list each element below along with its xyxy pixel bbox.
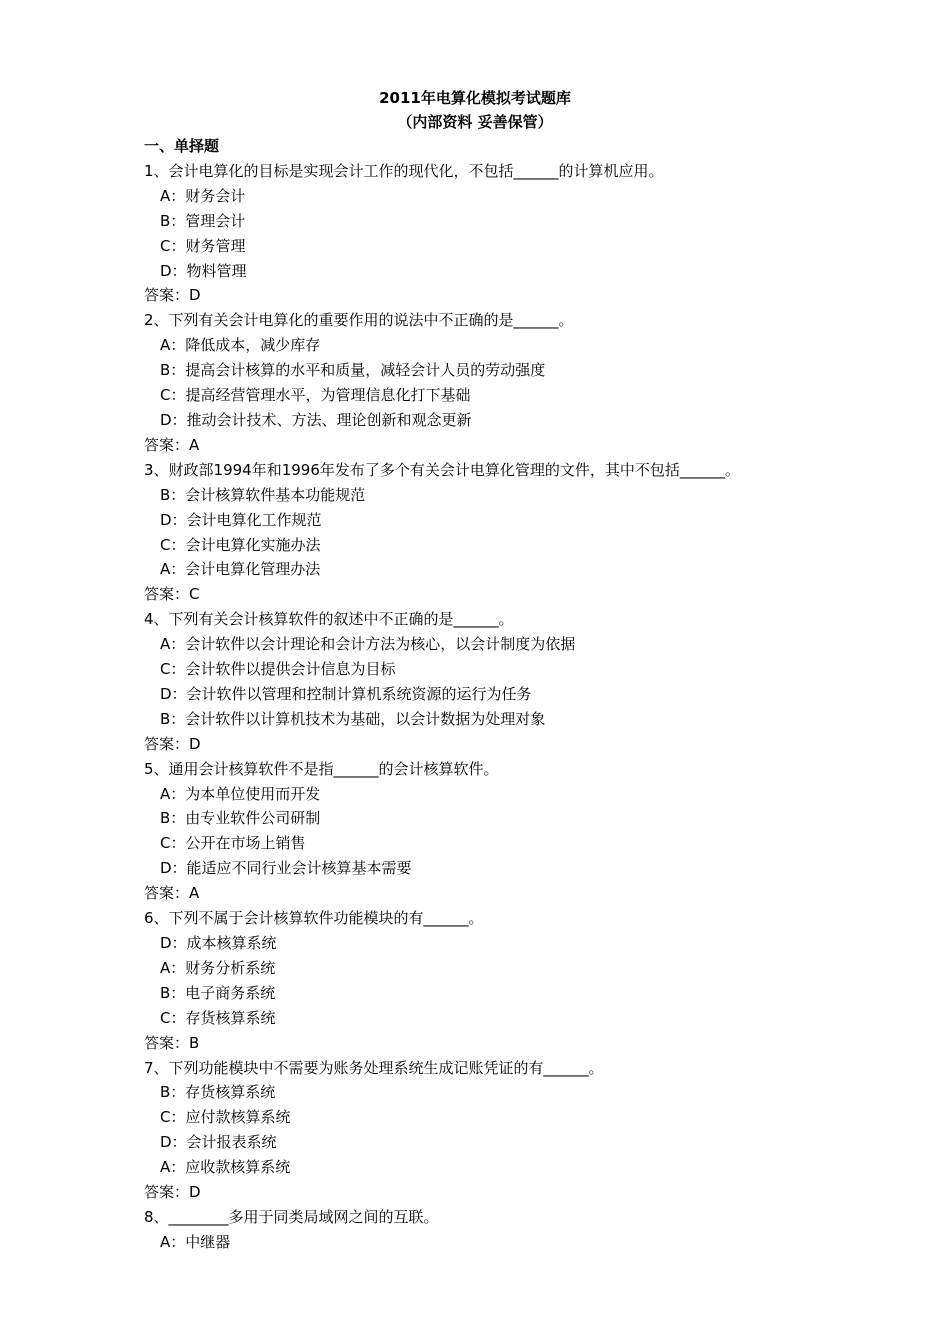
question-answer: 答案：D <box>144 734 201 753</box>
question-option: D：会计电算化工作规范 <box>160 510 322 529</box>
question-stem: 8、________多用于同类局域网之间的互联。 <box>144 1207 439 1226</box>
document-title: 2011年电算化模拟考试题库 <box>379 89 571 107</box>
question-option: C：公开在市场上销售 <box>160 834 306 853</box>
question-option: D：物料管理 <box>160 261 247 280</box>
question-option: B：管理会计 <box>160 211 246 230</box>
question-option: D：能适应不同行业会计核算基本需要 <box>160 859 412 878</box>
question-answer: 答案：B <box>144 1033 200 1052</box>
question-list <box>144 134 934 1255</box>
question-option: A：应收款核算系统 <box>160 1158 291 1177</box>
question-option: C：提高经营管理水平，为管理信息化打下基础 <box>160 386 471 405</box>
question-option: A：财务会计 <box>160 186 246 205</box>
question-answer: 答案：D <box>144 286 201 305</box>
question-stem: 2、下列有关会计电算化的重要作用的说法中不正确的是______。 <box>144 311 574 330</box>
question-option: A：降低成本，减少库存 <box>160 336 321 355</box>
question-option: C：会计电算化实施办法 <box>160 535 321 554</box>
question-option: B：由专业软件公司研制 <box>160 809 321 828</box>
question-option: C：财务管理 <box>160 236 246 255</box>
question-option: A：会计电算化管理办法 <box>160 560 321 579</box>
question-option: C：会计软件以提供会计信息为目标 <box>160 660 396 679</box>
document-subtitle: （内部资料 妥善保管） <box>397 113 553 131</box>
question-answer: 答案：C <box>144 585 200 604</box>
question-option: A：中继器 <box>160 1232 231 1251</box>
section-heading: 一、单择题 <box>144 137 220 155</box>
question-answer: 答案：A <box>144 884 200 903</box>
question-stem: 3、财政部1994年和1996年发布了多个有关会计电算化管理的文件，其中不包括______。 <box>144 460 740 479</box>
question-stem: 7、下列功能模块中不需要为账务处理系统生成记账凭证的有______。 <box>144 1058 604 1077</box>
question-option: D：成本核算系统 <box>160 934 277 952</box>
question-stem: 5、通用会计核算软件不是指______的会计核算软件。 <box>144 759 499 778</box>
question-option: A：会计软件以会计理论和会计方法为核心，以会计制度为依据 <box>160 635 576 654</box>
question-option: B：会计核算软件基本功能规范 <box>160 485 366 504</box>
question-answer: 答案：A <box>144 435 200 454</box>
question-option: A：为本单位使用而开发 <box>160 784 321 803</box>
question-option: B：会计软件以计算机技术为基础，以会计数据为处理对象 <box>160 709 546 728</box>
question-answer: 答案：D <box>144 1183 201 1202</box>
question-stem: 1、会计电算化的目标是实现会计工作的现代化，不包括______的计算机应用。 <box>144 161 664 180</box>
question-stem: 4、下列有关会计核算软件的叙述中不正确的是______。 <box>144 610 514 629</box>
question-option: B：提高会计核算的水平和质量，减轻会计人员的劳动强度 <box>160 361 546 380</box>
question-option: D：会计报表系统 <box>160 1133 277 1152</box>
question-option: A：财务分析系统 <box>160 958 276 977</box>
question-stem: 6、下列不属于会计核算软件功能模块的有______。 <box>144 909 484 928</box>
question-option: D：推动会计技术、方法、理论创新和观念更新 <box>160 410 472 429</box>
question-option: B：电子商务系统 <box>160 983 276 1002</box>
question-option: C：存货核算系统 <box>160 1008 276 1027</box>
question-option: C：应付款核算系统 <box>160 1108 291 1127</box>
question-option: B：存货核算系统 <box>160 1083 276 1102</box>
question-option: D：会计软件以管理和控制计算机系统资源的运行为任务 <box>160 684 532 703</box>
title-block <box>0 86 950 134</box>
